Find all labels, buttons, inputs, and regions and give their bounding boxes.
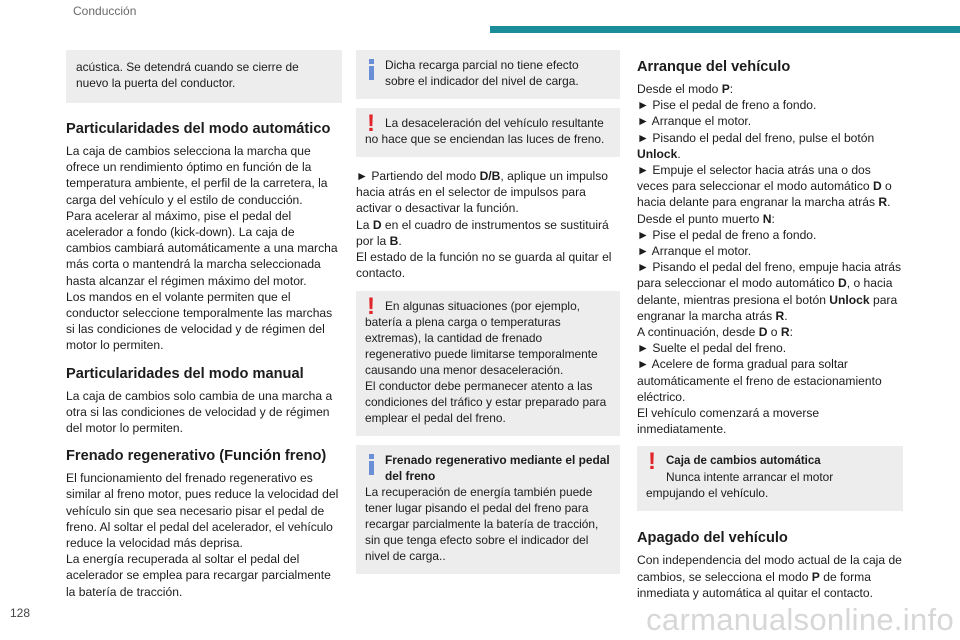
- auto-paragraph-1: La caja de cambios selecciona la marcha que ofrece un rendimiento óptimo en función de la temperatura ambiente, el perfil de la carretera, la carga del vehículo y el estilo de conducción.: [66, 144, 328, 207]
- header-accent-bar: [490, 26, 960, 33]
- manual-paragraph: La caja de cambios solo cambia de una marcha a otra si las condiciones de velocidad y de régimen del motor lo permiten.: [66, 388, 333, 436]
- heading-vehicle-start: Arranque del vehículo: [637, 59, 791, 75]
- auto-paragraph-2: Para acelerar al máximo, pise el pedal del acelerador a fondo (kick-down). La caja de cambios cambiará automáticamente a una marcha más corta o mantendrá la marcha seleccionada hasta alcanzar el régimen máximo del motor.: [66, 208, 338, 288]
- stop-paragraph: Con independencia del modo actual de la caja de cambios, se selecciona el modo P de forma inmediata y automática al quitar el contacto.: [637, 553, 902, 600]
- step-release-brake: ► Suelte el pedal del freno.: [637, 341, 787, 356]
- info-box-body: La recuperación de energía también puede tener lugar pisando el pedal del freno para recargar parcialmente la batería de tracción, sin que tenga efecto sobre el indicador del nivel de carga..: [365, 485, 599, 564]
- step-push-selector: ► Empuje el selector hacia atrás una o dos veces para seleccionar el modo automático D o hacia delante para engranar la marcha atrás R.: [637, 163, 892, 210]
- function-state-note: El estado de la función no se guarda al quitar el contacto.: [356, 250, 612, 281]
- warning-box-brake-lights: [356, 108, 620, 157]
- warning-box-text: La desaceleración del vehículo resultante no hace que se enciendan las luces de freno.: [365, 116, 605, 146]
- instrument-panel-note: La D en el cuadro de instrumentos se sustituirá por la B.: [356, 217, 609, 248]
- step-accelerate: ► Acelere de forma gradual para soltar automáticamente el freno de estacionamiento eléctrico.: [637, 357, 882, 404]
- info-box-partial-charge: [356, 50, 620, 99]
- then-from-d-r: A continuación, desde D o R:: [637, 325, 793, 340]
- heading-regenerative-braking: Frenado regenerativo (Función freno): [66, 448, 327, 465]
- intro-note-box: [66, 50, 342, 103]
- intro-note-text: acústica. Se detendrá cuando se cierre de nuevo la puerta del conductor.: [76, 60, 299, 90]
- column-left: [66, 50, 342, 600]
- warning-driver-attention-text: El conductor debe permanecer atento a las condiciones del tráfico y estar preparado para emplear el pedal del freno.: [365, 379, 607, 426]
- regen-paragraph-2: La energía recuperada al soltar el pedal del acelerador se emplea para recargar parcialmente la batería de tracción.: [66, 552, 331, 599]
- step-select-mode-n: ► Pisando el pedal del freno, empuje hacia atrás para seleccionar el modo automático D, o hacia delante, mientras presiona el botón Unlock para engranar la marcha atrás R.: [637, 260, 902, 323]
- page-number: 128: [10, 606, 31, 620]
- column-middle: [356, 50, 620, 574]
- info-box-text: Dicha recarga parcial no tiene efecto sobre el indicador del nivel de carga.: [385, 58, 579, 88]
- warning-icon: !: [648, 448, 656, 476]
- heading-vehicle-stop: Apagado del vehículo: [637, 530, 788, 547]
- step-press-brake: ► Pise el pedal de freno a fondo.: [637, 98, 817, 113]
- warning-box-body: Nunca intente arrancar el motor empujando el vehículo.: [646, 470, 834, 501]
- warning-box-limited-regen: [356, 291, 620, 436]
- column-right: [637, 50, 903, 601]
- warning-limited-regen-text: En algunas situaciones (por ejemplo, batería a plena carga o temperaturas extremas), la cantidad de frenado regenerativo puede limitarse temporalmente causando una menor desaceleración.: [365, 299, 598, 378]
- step-press-brake-n: ► Pise el pedal de freno a fondo.: [637, 227, 817, 242]
- warning-icon: !: [367, 110, 375, 137]
- warning-box-auto-gearbox: [637, 446, 903, 511]
- section-title: Conducción: [73, 4, 137, 18]
- step-press-unlock: ► Pisando el pedal del freno, pulse el botón Unlock.: [637, 130, 875, 161]
- step-activate-function: ► Partiendo del modo D/B, aplique un impulso hacia atrás en el selector de impulsos para activar o desactivar la función.: [356, 169, 608, 216]
- warning-box-title: Caja de cambios automática: [666, 455, 821, 468]
- vehicle-moves-note: El vehículo comenzará a moverse inmediatamente.: [637, 406, 820, 437]
- step-start-engine: ► Arranque el motor.: [637, 114, 752, 129]
- info-icon: [366, 454, 376, 475]
- start-from-n: Desde el punto muerto N:: [637, 211, 775, 226]
- warning-icon: !: [367, 293, 375, 321]
- step-start-engine-n: ► Arranque el motor.: [637, 244, 752, 259]
- auto-paragraph-3: Los mandos en el volante permiten que el conductor seleccione temporalmente las marchas si las condiciones de velocidad y de régimen del motor lo permiten.: [66, 289, 333, 353]
- info-box-title: Frenado regenerativo mediante el pedal del freno: [385, 453, 610, 484]
- watermark: carmanualsonline.info: [646, 602, 954, 637]
- regen-paragraph-1: El funcionamiento del frenado regenerativo es similar al freno motor, pues reduce la velocidad del vehículo sin que sea necesario pisar el pedal de freno. Al soltar el pedal del acelerador, el vehículo reduce la velocidad más deprisa.: [66, 471, 339, 551]
- info-icon: [366, 59, 376, 80]
- info-box-brake-pedal-regen: [356, 445, 620, 574]
- heading-auto-mode: Particularidades del modo automático: [66, 121, 331, 137]
- start-from-p: Desde el modo P:: [637, 82, 734, 96]
- heading-manual-mode: Particularidades del modo manual: [66, 365, 304, 382]
